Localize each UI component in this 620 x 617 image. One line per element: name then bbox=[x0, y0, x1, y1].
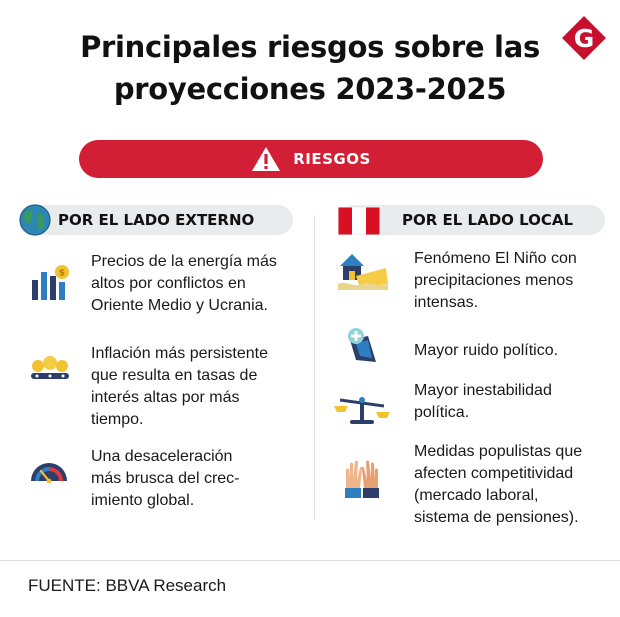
page-title bbox=[40, 26, 580, 110]
peru-flag-icon bbox=[338, 207, 380, 235]
risks-banner bbox=[79, 140, 543, 178]
svg-text:$: $ bbox=[58, 268, 66, 279]
external-item-3: Una desaceleración más brusca del crec- imiento global. bbox=[91, 448, 240, 509]
globe-icon bbox=[18, 203, 52, 237]
logo-letter: G bbox=[573, 24, 595, 53]
balance-scale-icon bbox=[334, 390, 390, 426]
local-heading: POR EL LADO LOCAL bbox=[402, 211, 574, 229]
title-line-2: proyecciones 2023-2025 bbox=[113, 72, 507, 106]
column-divider bbox=[314, 215, 315, 520]
external-item-2: Inflación más persistente que resulta en tasas de interés altas por más tiempo. bbox=[91, 345, 268, 428]
source-label: FUENTE: BBVA Research bbox=[28, 576, 227, 595]
bar-chart-coin-icon bbox=[28, 262, 72, 302]
raised-hands-icon bbox=[340, 458, 384, 500]
banner-label: RIESGOS bbox=[293, 150, 371, 168]
warning-icon bbox=[251, 146, 281, 172]
title-line-1: Principales riesgos sobre las bbox=[80, 30, 540, 64]
local-item-3: Mayor inestabilidad política. bbox=[414, 382, 552, 421]
gestion-logo-icon bbox=[560, 14, 608, 62]
megaphone-plus-icon bbox=[342, 326, 384, 366]
external-item-1: Precios de la energía más altos por conflictos en Oriente Medio y Ucrania. bbox=[91, 253, 277, 314]
local-item-4: Medidas populistas que afecten competitividad (mercado laboral, sistema de pensiones). bbox=[414, 443, 583, 526]
external-section-header bbox=[20, 205, 293, 235]
footer-divider bbox=[0, 560, 620, 561]
speedometer-icon bbox=[28, 455, 70, 485]
local-item-2: Mayor ruido político. bbox=[414, 342, 559, 359]
local-item-1: Fenómeno El Niño con precipitaciones menos intensas. bbox=[414, 250, 577, 311]
coins-conveyor-icon bbox=[28, 354, 72, 384]
external-heading: POR EL LADO EXTERNO bbox=[58, 211, 255, 229]
flood-house-icon bbox=[336, 250, 390, 290]
